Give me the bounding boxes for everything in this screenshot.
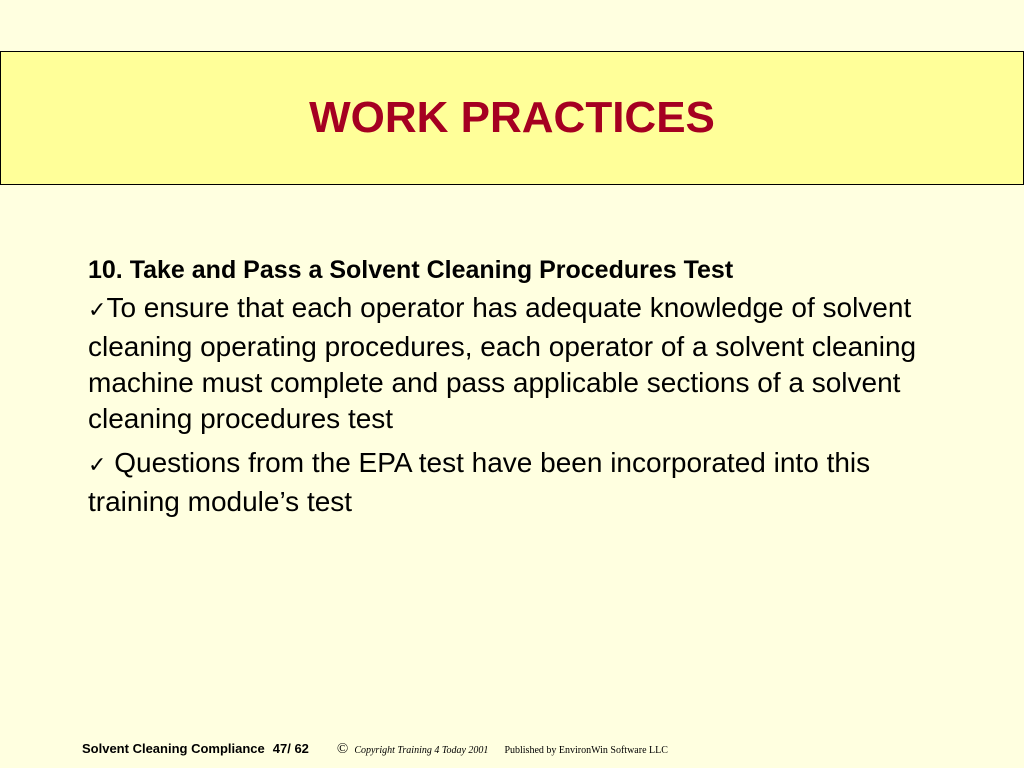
bullet-text: To ensure that each operator has adequate knowledge of solvent cleaning operating procedures, each operator of a solvent cleaning machine must complete and pass applicable sections of a solvent cleaning procedures test: [88, 292, 917, 434]
course-title: Solvent Cleaning Compliance: [82, 741, 265, 756]
slide-footer: [82, 741, 668, 761]
slide-body: [88, 250, 948, 528]
bullet-point: [88, 290, 948, 437]
check-icon: ✓: [88, 298, 107, 323]
check-icon: ✓: [88, 453, 107, 478]
section-heading: 10. Take and Pass a Solvent Cleaning Procedures Test: [88, 256, 734, 284]
page-number: 47/ 62: [272, 741, 309, 756]
bullet-text: Questions from the EPA test have been incorporated into this training module’s test: [88, 447, 871, 517]
title-banner: [0, 51, 1024, 185]
copyright-text: Copyright Training 4 Today 2001: [354, 745, 489, 756]
slide-title: WORK PRACTICES: [309, 93, 715, 142]
bullet-point: [88, 445, 948, 520]
publisher-text: Published by EnvironWin Software LLC: [504, 745, 668, 756]
copyright-symbol: ©: [336, 741, 349, 757]
